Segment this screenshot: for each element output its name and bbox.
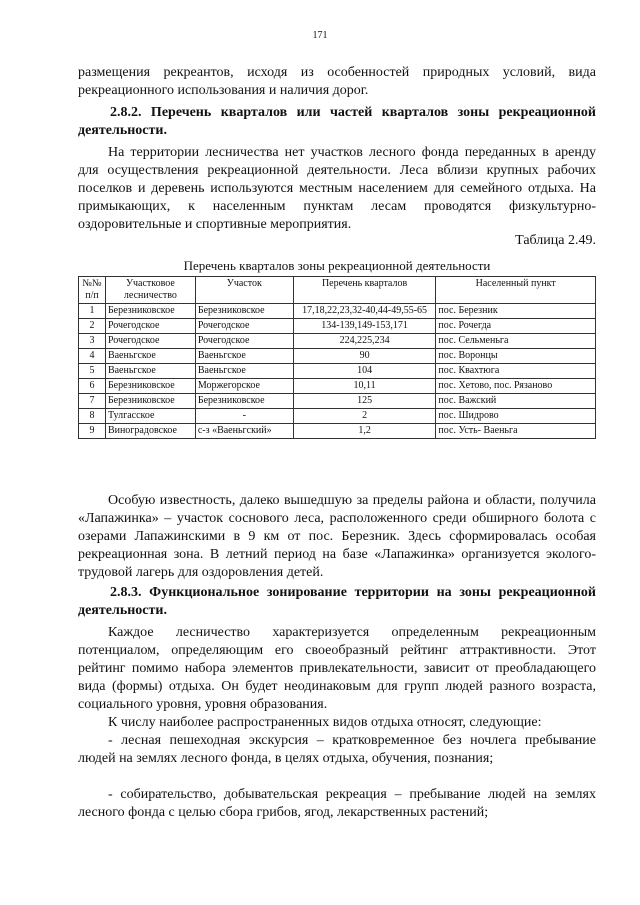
cell-settlement: пос. Шидрово: [436, 409, 596, 424]
cell-district-forestry: Рочегодское: [105, 319, 195, 334]
table-row: [79, 379, 596, 394]
cell-settlement: пос. Воронцы: [436, 349, 596, 364]
cell-number: 4: [79, 349, 106, 364]
cell-district-forestry: Березниковское: [105, 394, 195, 409]
cell-settlement: пос. Березник: [436, 304, 596, 319]
cell-plot: Рочегодское: [195, 319, 293, 334]
cell-number: 8: [79, 409, 106, 424]
section-heading-2-8-2: 2.8.2. Перечень кварталов или частей кварталов зоны рекреационной деятельности.: [78, 105, 596, 138]
list-item-excursion: - лесная пешеходная экскурсия – кратковременное без ночлега пребывание людей на землях лесного фонда, в целях отдыха, обучения, познания;: [78, 733, 596, 766]
cell-number: 6: [79, 379, 106, 394]
paragraph-recreation-types-intro: К числу наиболее распространенных видов отдыха относят, следующие:: [108, 715, 542, 730]
cell-quarters: 134-139,149-153,171: [293, 319, 436, 334]
cell-quarters: 2: [293, 409, 436, 424]
table-header-row: [79, 277, 596, 304]
cell-plot: Ваеньгское: [195, 349, 293, 364]
table-label: Таблица 2.49.: [515, 233, 596, 248]
header-quarters-list: Перечень кварталов: [293, 277, 436, 304]
cell-settlement: пос. Рочегда: [436, 319, 596, 334]
cell-settlement: пос. Сельменьга: [436, 334, 596, 349]
paragraph-recreational-potential: Каждое лесничество характеризуется определенным рекреационным потенциалом, определяющим его своеобразный рейтинг аттрактивности. Этот рейтинг помимо набора элементов привлекательности, зависит от преобладающего вида (формы) отдыха. Он будет неодинаковым для групп людей разного возраста, социального уровня, уровня образования.: [78, 625, 596, 712]
cell-quarters: 104: [293, 364, 436, 379]
cell-district-forestry: Виноградовское: [105, 424, 195, 439]
table-row: [79, 319, 596, 334]
cell-quarters: 125: [293, 394, 436, 409]
cell-number: 2: [79, 319, 106, 334]
cell-settlement: пос. Важский: [436, 394, 596, 409]
recreation-quarters-table: [78, 276, 596, 439]
header-number: №№ п/п: [79, 277, 106, 304]
section-heading-2-8-3: 2.8.3. Функциональное зонирование территории на зоны рекреационной деятельности.: [78, 585, 596, 618]
cell-quarters: 10,11: [293, 379, 436, 394]
cell-district-forestry: Ваеньгское: [105, 349, 195, 364]
cell-number: 7: [79, 394, 106, 409]
cell-quarters: 1,2: [293, 424, 436, 439]
cell-quarters: 224,225,234: [293, 334, 436, 349]
cell-plot: -: [195, 409, 293, 424]
cell-settlement: пос. Квахтюга: [436, 364, 596, 379]
cell-number: 9: [79, 424, 106, 439]
header-settlement: Населенный пункт: [436, 277, 596, 304]
cell-number: 5: [79, 364, 106, 379]
table-row: [79, 304, 596, 319]
cell-district-forestry: Березниковское: [105, 379, 195, 394]
cell-plot: Моржегорское: [195, 379, 293, 394]
paragraph-lapazhinka: Особую известность, далеко вышедшую за пределы района и области, получила «Лапажинка» – участок соснового леса, расположенного среди обширного болота с озерами Лапажинскими в 9 км от пос. Березник. Здесь сформировалась особая рекреационная зона. В летний период на базе «Лапажинка» организуется эколого-трудовой лагерь для оздоровления детей.: [78, 493, 596, 580]
table-row: [79, 334, 596, 349]
cell-number: 3: [79, 334, 106, 349]
cell-plot: Ваеньгское: [195, 364, 293, 379]
cell-quarters: 90: [293, 349, 436, 364]
cell-quarters: 17,18,22,23,32-40,44-49,55-65: [293, 304, 436, 319]
table-row: [79, 364, 596, 379]
cell-plot: с-з «Ваеньгский»: [195, 424, 293, 439]
cell-settlement: пос. Хетово, пос. Рязаново: [436, 379, 596, 394]
page-number: 171: [312, 30, 328, 41]
cell-district-forestry: Ваеньгское: [105, 364, 195, 379]
header-district-forestry: Участковое лесничество: [105, 277, 195, 304]
cell-plot: Березниковское: [195, 304, 293, 319]
intro-paragraph: размещения рекреантов, исходя из особенностей природных условий, вида рекреационного использования и наличия дорог.: [78, 65, 596, 98]
table-row: [79, 349, 596, 364]
cell-plot: Рочегодское: [195, 334, 293, 349]
paragraph-no-leased-plots: На территории лесничества нет участков лесного фонда переданных в аренду для осуществления рекреационной деятельности. Леса вблизи крупных рабочих поселков и деревень используются местным населением для семейного отдыха. На примыкающих, к населенным пунктам лесам проводятся физкультурно-оздоровительные и спортивные мероприятия.: [78, 145, 596, 232]
header-plot: Участок: [195, 277, 293, 304]
table-row: [79, 409, 596, 424]
cell-district-forestry: Тулгасское: [105, 409, 195, 424]
cell-settlement: пос. Усть- Ваеньга: [436, 424, 596, 439]
cell-plot: Березниковское: [195, 394, 293, 409]
cell-district-forestry: Рочегодское: [105, 334, 195, 349]
table-title: Перечень кварталов зоны рекреационной деятельности: [183, 258, 491, 273]
table-row: [79, 394, 596, 409]
list-item-gathering: - собирательство, добывательская рекреация – пребывание людей на землях лесного фонда с целью сбора грибов, ягод, лекарственных растений;: [78, 787, 596, 820]
cell-number: 1: [79, 304, 106, 319]
table-row: [79, 424, 596, 439]
cell-district-forestry: Березниковское: [105, 304, 195, 319]
